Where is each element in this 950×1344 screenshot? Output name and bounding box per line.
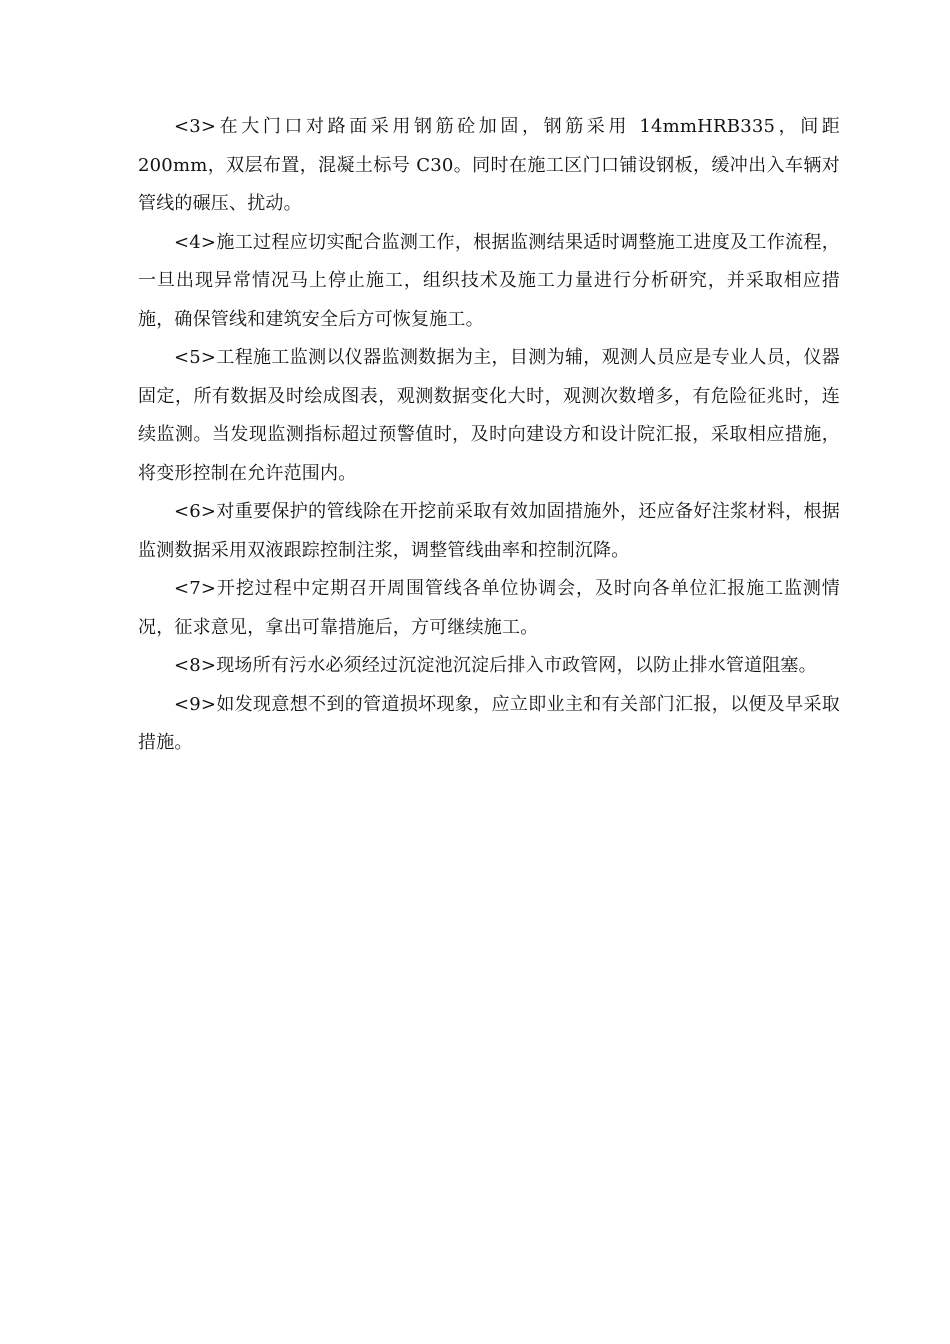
paragraph-item-8: <8>现场所有污水必须经过沉淀池沉淀后排入市政管网，以防止排水管道阻塞。: [174, 655, 817, 676]
paragraph-item-9: <9>如发现意想不到的管道损坏现象，应立即业主和有关部门汇报，以便及早采取措施。: [138, 693, 840, 753]
paragraph-item-4: <4>施工过程应切实配合监测工作，根据监测结果适时调整施工进度及工作流程，一旦出现异常情况马上停止施工，组织技术及施工力量进行分析研究，并采取相应措施，确保管线和建筑安全后方可恢复施工。: [138, 231, 840, 330]
paragraph-item-6: <6>对重要保护的管线除在开挖前采取有效加固措施外，还应备好注浆材料，根据监测数据采用双液跟踪控制注浆，调整管线曲率和控制沉降。: [138, 501, 840, 561]
paragraph-item-7: <7>开挖过程中定期召开周围管线各单位协调会，及时向各单位汇报施工监测情况，征求意见，拿出可靠措施后，方可继续施工。: [138, 578, 840, 638]
paragraph-item-5: <5>工程施工监测以仪器监测数据为主，目测为辅，观测人员应是专业人员，仪器固定，所有数据及时绘成图表，观测数据变化大时，观测次数增多，有危险征兆时，连续监测。当发现监测指标超过预警值时，及时向建设方和设计院汇报，采取相应措施，将变形控制在允许范围内。: [138, 347, 840, 484]
document-body: [138, 108, 840, 763]
paragraph-item-3: <3>在大门口对路面采用钢筋砼加固，钢筋采用 14mmHRB335，间距 200mm，双层布置，混凝土标号 C30。同时在施工区门口铺设钢板，缓冲出入车辆对管线的碾压、扰动。: [138, 116, 840, 214]
